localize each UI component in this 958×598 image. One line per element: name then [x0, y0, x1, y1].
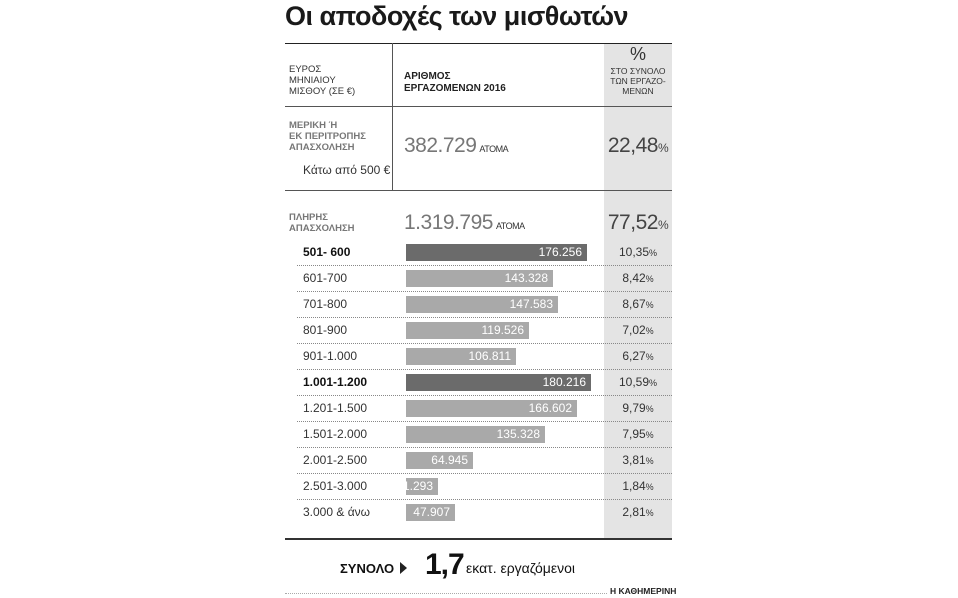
bar-percent-sign: %	[645, 482, 654, 492]
full-time-unit: ΑΤΟΜΑ	[495, 221, 525, 231]
row-separator	[297, 343, 672, 344]
count-header-line: ΑΡΙΘΜΟΣ	[404, 71, 451, 82]
bar	[406, 452, 473, 469]
bar-category-label: 1.001-1.200	[303, 375, 368, 389]
bar-value-label: 176.256	[538, 245, 582, 259]
bar-value-label: 31.293	[396, 479, 433, 493]
bar-category-label: 601-700	[303, 271, 348, 285]
percent-header-line: ΜΕΝΩΝ	[622, 86, 654, 96]
part-time-percent-value: 22,48	[607, 134, 658, 157]
bar-value-label: 147.583	[509, 297, 553, 311]
bar-value-label: 64.945	[431, 453, 468, 467]
bar-percent-sign: %	[645, 352, 654, 362]
bar	[406, 322, 529, 339]
full-time-label-line: ΠΛΗΡΗΣ	[289, 212, 328, 223]
part-time-percent-sign: %	[657, 141, 669, 155]
bar	[406, 296, 558, 313]
chart-title: Οι αποδοχές των μισθωτών	[285, 1, 629, 31]
percent-header	[604, 66, 672, 96]
full-time-percent	[604, 211, 672, 235]
bar-percent-label	[604, 375, 672, 389]
row-separator	[297, 265, 672, 266]
part-time-percent	[604, 134, 672, 158]
part-time-label-line: ΜΕΡΙΚΗ Ή	[289, 120, 338, 131]
full-time-count	[404, 211, 525, 235]
full-time-percent-value: 77,52	[607, 211, 658, 234]
bar	[406, 400, 577, 417]
bar-percent-sign: %	[645, 300, 654, 310]
full-time-percent-sign: %	[657, 218, 669, 232]
bar-category-label: 501- 600	[303, 245, 351, 259]
bar-percent-label	[604, 349, 672, 363]
play-arrow-icon	[400, 562, 407, 574]
bar	[406, 504, 455, 521]
bar-value-label: 119.526	[481, 323, 524, 337]
full-time-label	[289, 212, 355, 234]
bar-percent-label	[604, 297, 672, 311]
range-header-line: ΜΗΝΙΑΙΟΥ	[289, 75, 336, 86]
source-credit: Η ΚΑΘΗΜΕΡΙΝΗ	[610, 586, 677, 596]
bar	[406, 426, 545, 443]
header-rule	[285, 106, 672, 107]
bar-percent-sign: %	[649, 248, 658, 258]
bar-category-label: 1.201-1.500	[303, 401, 368, 415]
row-separator	[297, 317, 672, 318]
bar-category-label: 2.001-2.500	[303, 453, 368, 467]
bar-percent-label	[604, 245, 672, 259]
bar	[406, 244, 587, 261]
range-header	[289, 64, 355, 97]
bar-percent-sign: %	[645, 326, 654, 336]
part-time-label	[289, 120, 366, 153]
bar-percent-value: 3,81	[622, 453, 646, 467]
bar-value-label: 47.907	[413, 505, 450, 519]
count-header-line: ΕΡΓΑΖΟΜΕΝΩΝ 2016	[404, 83, 506, 94]
part-time-unit: ΑΤΟΜΑ	[479, 144, 509, 154]
bar-percent-value: 7,95	[622, 427, 646, 441]
row-separator	[297, 447, 672, 448]
bar-percent-sign: %	[645, 274, 654, 284]
bar-value-label: 106.811	[468, 349, 511, 363]
bar-percent-label	[604, 479, 672, 493]
bar	[396, 478, 438, 495]
row-separator	[297, 421, 672, 422]
range-header-line: ΕΥΡΟΣ	[289, 64, 322, 75]
bar-percent-value: 10,35	[618, 245, 649, 259]
total-value: 1,7	[425, 548, 464, 581]
bar-percent-value: 9,79	[622, 401, 646, 415]
bar-value-label: 143.328	[504, 271, 548, 285]
bar-percent-sign: %	[645, 508, 654, 518]
row-separator	[297, 369, 672, 370]
bar-value-label: 135.328	[496, 427, 540, 441]
bar-category-label: 3.000 & άνω	[303, 505, 371, 519]
row-separator	[297, 395, 672, 396]
bar-category-label: 901-1.000	[303, 349, 358, 363]
bottom-rule	[285, 538, 672, 540]
part-time-label-line: ΑΠΑΣΧΟΛΗΣΗ	[289, 142, 355, 153]
percent-header-line: ΤΩΝ ΕΡΓΑΖΟ-	[610, 76, 666, 86]
count-header	[404, 71, 506, 95]
bar-percent-value: 10,59	[618, 375, 649, 389]
section-rule	[285, 190, 672, 191]
bar-percent-label	[604, 271, 672, 285]
bar-percent-value: 7,02	[622, 323, 646, 337]
bar-percent-sign: %	[645, 430, 654, 440]
bar-percent-label	[604, 427, 672, 441]
footer-rule	[285, 593, 607, 594]
bar	[406, 270, 553, 287]
bar	[406, 374, 591, 391]
percent-header-line: ΣΤΟ ΣΥΝΟΛΟ	[610, 66, 666, 76]
bar-percent-value: 8,42	[622, 271, 646, 285]
row-separator	[297, 291, 672, 292]
bar-percent-sign: %	[649, 378, 658, 388]
row-separator	[297, 499, 672, 500]
part-time-count-value: 382.729	[404, 134, 477, 157]
full-time-label-line: ΑΠΑΣΧΟΛΗΣΗ	[289, 223, 355, 234]
bar-category-label: 801-900	[303, 323, 348, 337]
part-time-count	[404, 134, 508, 158]
bar-percent-value: 1,84	[622, 479, 646, 493]
bar-category-label: 2.501-3.000	[303, 479, 368, 493]
bar-percent-value: 2,81	[622, 505, 646, 519]
total-text: εκατ. εργαζόμενοι	[466, 560, 575, 576]
bar-value-label: 166.602	[528, 401, 572, 415]
bar-percent-sign: %	[645, 404, 654, 414]
range-header-line: ΜΙΣΘΟΥ (ΣΕ €)	[289, 86, 356, 97]
bar-percent-label	[604, 453, 672, 467]
part-time-sublabel: Κάτω από 500 €	[303, 163, 391, 177]
bar-percent-value: 6,27	[622, 349, 646, 363]
part-time-label-line: ΕΚ ΠΕΡΙΤΡΟΠΗΣ	[289, 131, 366, 142]
bar-percent-sign: %	[645, 456, 654, 466]
row-separator	[297, 473, 672, 474]
full-time-count-value: 1.319.795	[404, 211, 493, 234]
bar-percent-label	[604, 323, 672, 337]
bar-category-label: 701-800	[303, 297, 348, 311]
bar-percent-label	[604, 401, 672, 415]
bar-value-label: 180.216	[542, 375, 586, 389]
bar	[406, 348, 516, 365]
bar-percent-label	[604, 505, 672, 519]
bar-percent-value: 8,67	[622, 297, 646, 311]
bar-category-label: 1.501-2.000	[303, 427, 368, 441]
percent-symbol: %	[629, 44, 646, 64]
total-label: ΣΥΝΟΛΟ	[340, 561, 395, 576]
column-divider	[392, 43, 393, 190]
